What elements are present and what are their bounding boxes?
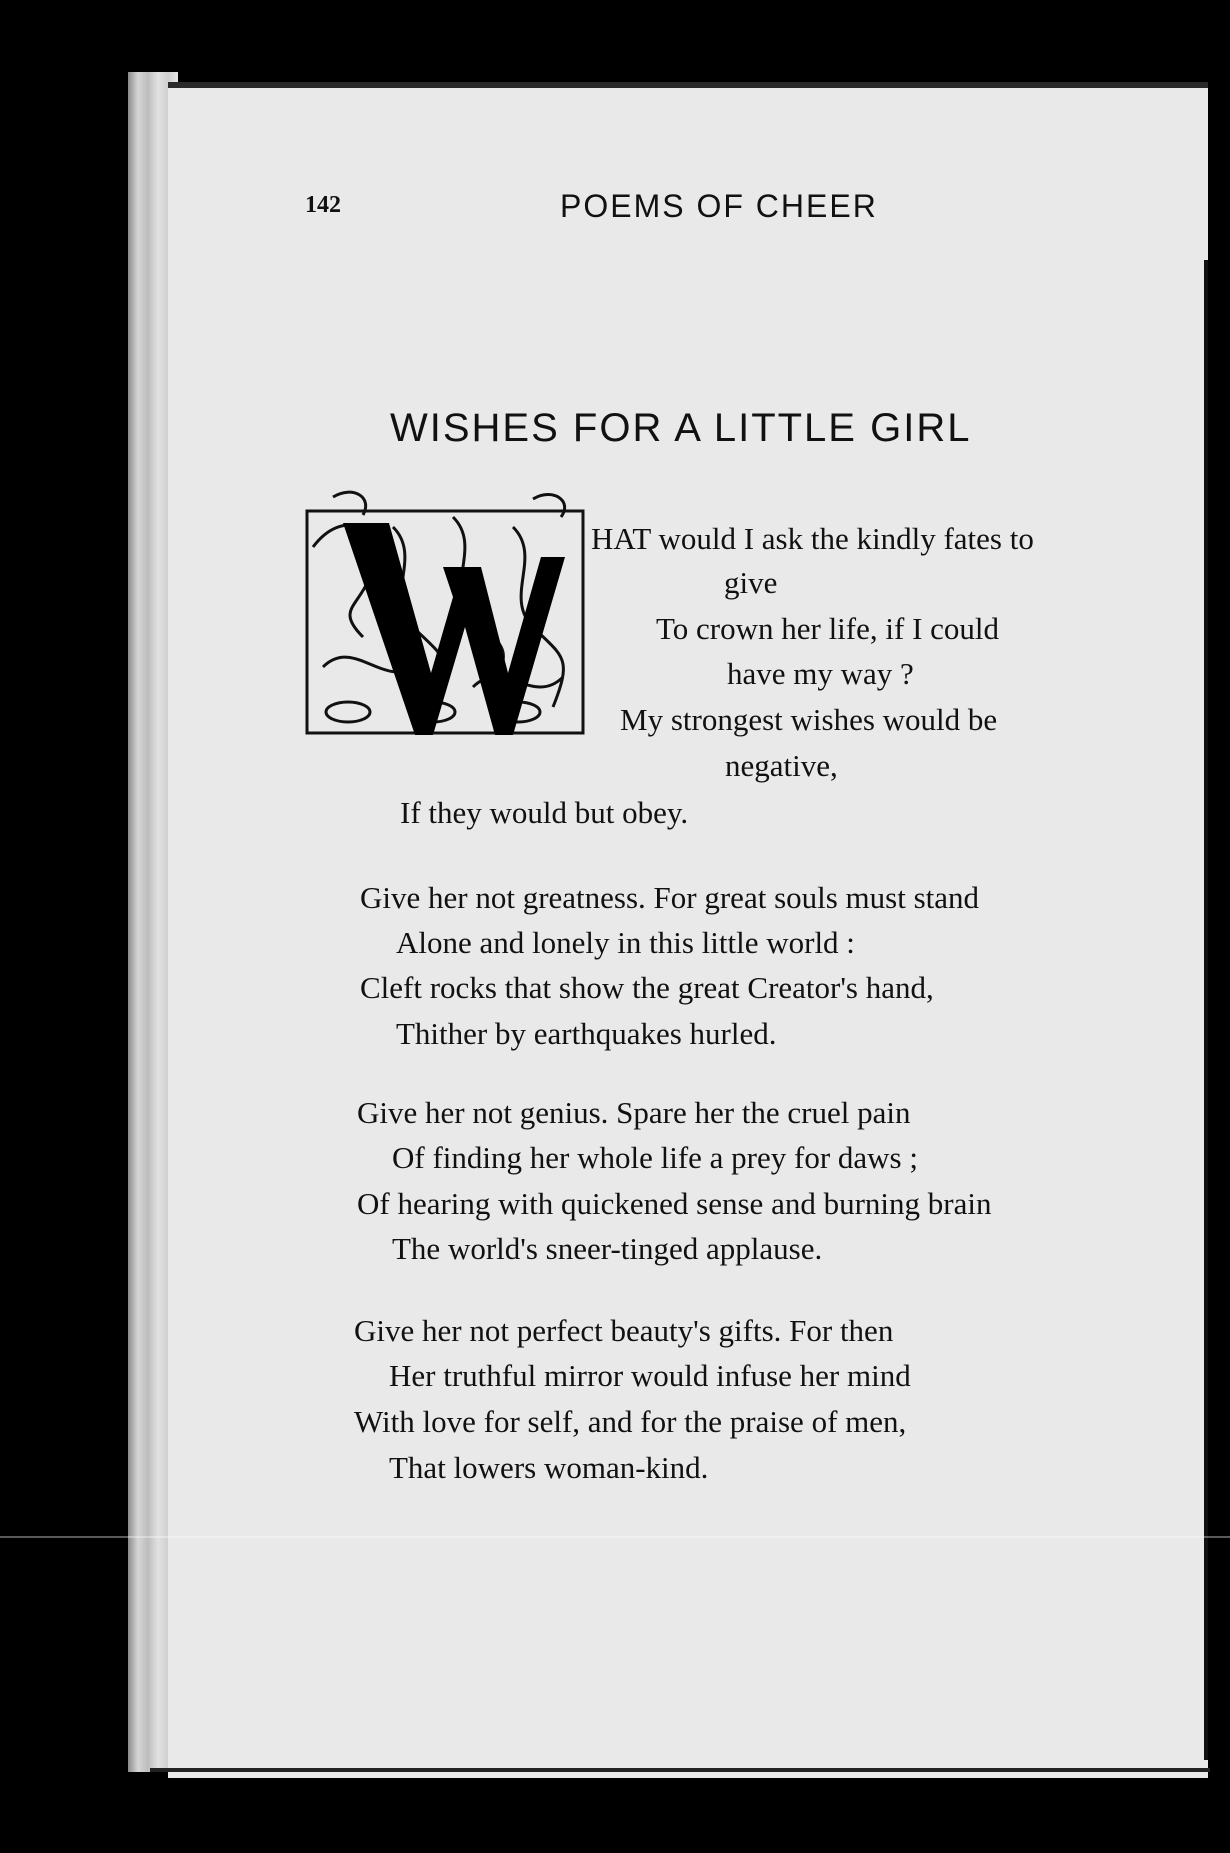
poem-line: If they would but obey. bbox=[400, 795, 689, 830]
poem-line: Alone and lonely in this little world : bbox=[396, 925, 855, 960]
poem-line: Give her not genius. Spare her the cruel pain bbox=[357, 1095, 911, 1130]
poem-line: Cleft rocks that show the great Creator's hand, bbox=[360, 970, 934, 1005]
poem-line: Thither by earthquakes hurled. bbox=[396, 1016, 777, 1051]
poem-line: Of finding her whole life a prey for daws ; bbox=[392, 1140, 918, 1175]
poem-line: The world's sneer-tinged applause. bbox=[392, 1231, 823, 1266]
poem-line: With love for self, and for the praise of men, bbox=[354, 1404, 907, 1439]
running-head: POEMS OF CHEER bbox=[560, 188, 878, 224]
poem-line-continuation: give bbox=[724, 565, 778, 600]
poem-line: HAT would I ask the kindly fates to bbox=[591, 521, 1034, 556]
poem-line: Give her not perfect beauty's gifts. For then bbox=[354, 1313, 894, 1348]
poem-line: Her truthful mirror would infuse her mind bbox=[389, 1358, 911, 1393]
poem-line: Give her not greatness. For great souls must stand bbox=[360, 880, 980, 915]
poem-line: Of hearing with quickened sense and burning brain bbox=[357, 1186, 992, 1221]
poem-line: That lowers woman-kind. bbox=[389, 1450, 709, 1485]
poem-line: My strongest wishes would be bbox=[620, 702, 998, 737]
scan-artifact-line bbox=[0, 1536, 1230, 1538]
poem-line-continuation: have my way ? bbox=[727, 656, 914, 691]
poem-line-continuation: negative, bbox=[725, 748, 838, 783]
page-number: 142 bbox=[305, 192, 341, 218]
page-right-border bbox=[1204, 260, 1208, 1760]
poem-title: WISHES FOR A LITTLE GIRL bbox=[390, 406, 972, 450]
poem-line: To crown her life, if I could bbox=[656, 611, 1000, 646]
ornamental-drop-cap-w bbox=[303, 487, 586, 739]
page-bottom-border bbox=[150, 1768, 1210, 1772]
